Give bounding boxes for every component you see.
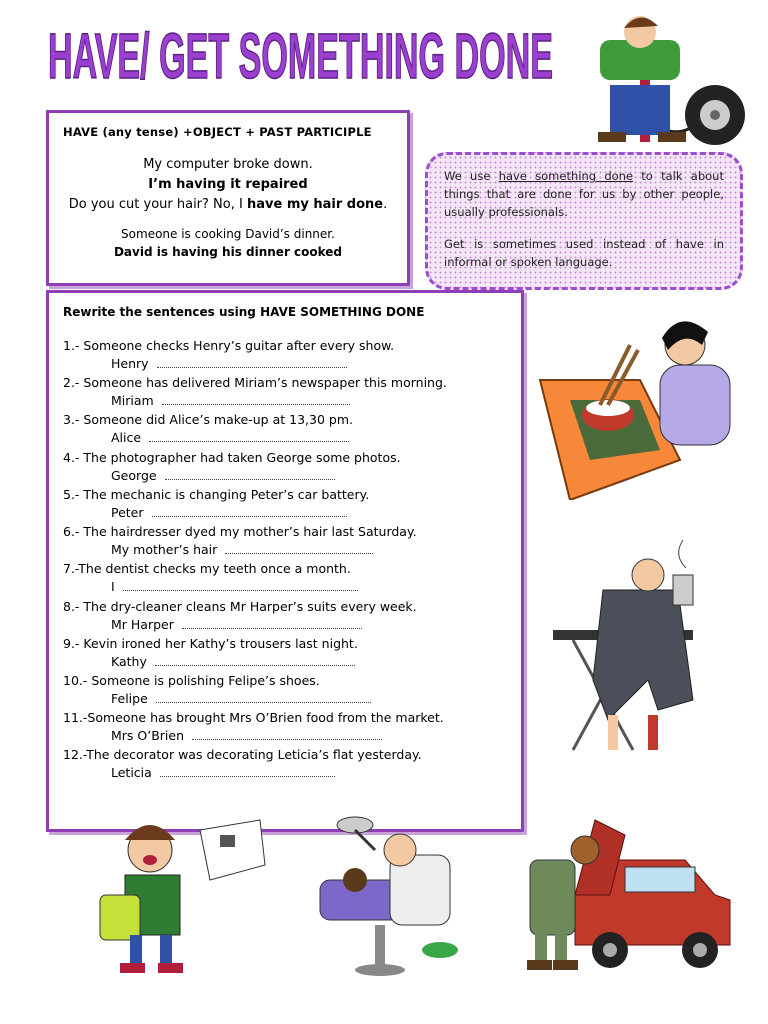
answer-line[interactable] (111, 542, 373, 557)
note-text-c: to talk about things that are done for us by other people, usually professionals. (444, 169, 724, 219)
answer-line[interactable] (111, 691, 371, 706)
answer-prompt: George (111, 468, 157, 483)
example-1: My computer broke down. (143, 157, 313, 172)
title-text: HAVE/ GET SOMETHING DONE (48, 20, 553, 90)
answer-prompt: My mother’s hair (111, 542, 218, 557)
answer-blank[interactable] (152, 506, 347, 517)
answer-prompt: Leticia (111, 765, 152, 780)
exercise-question: 9.- Kevin ironed her Kathy’s trousers last night. (63, 636, 358, 651)
answer-line[interactable] (111, 430, 349, 445)
answer-blank[interactable] (149, 431, 349, 442)
answer-blank[interactable] (156, 692, 371, 703)
answer-line[interactable] (111, 617, 362, 632)
answer-prompt: I (111, 579, 115, 594)
answer-prompt: Miriam (111, 393, 154, 408)
answer-blank[interactable] (157, 357, 347, 368)
exercise-question: 3.- Someone did Alice’s make-up at 13,30 pm. (63, 412, 353, 427)
answer-prompt: Alice (111, 430, 142, 445)
dentist-illustration (315, 810, 475, 985)
answer-line[interactable] (111, 393, 350, 408)
answer-blank[interactable] (155, 655, 355, 666)
answer-prompt: Mr Harper (111, 617, 174, 632)
answer-prompt: Felipe (111, 691, 148, 706)
example-5: David is having his dinner cooked (113, 245, 343, 259)
usage-note-para-2: Get is sometimes used instead of have in informal or spoken language. (444, 237, 724, 269)
note-underlined: have something done (498, 169, 634, 183)
answer-blank[interactable] (123, 580, 358, 591)
answer-line[interactable] (111, 765, 335, 780)
exercise-question: 2.- Someone has delivered Miriam’s newspaper this morning. (63, 375, 447, 390)
exercise-box (46, 290, 524, 832)
example-3 (49, 197, 407, 212)
answer-prompt: Henry (111, 356, 149, 371)
exercise-heading: Rewrite the sentences using HAVE SOMETHING DONE (63, 305, 425, 319)
grammar-rule-box (46, 110, 410, 286)
answer-blank[interactable] (182, 618, 362, 629)
exercise-question: 11.-Someone has brought Mrs O’Brien food from the market. (63, 710, 444, 725)
answer-blank[interactable] (160, 766, 335, 777)
cook-illustration (530, 310, 740, 500)
answer-line[interactable] (111, 505, 347, 520)
answer-line[interactable] (111, 356, 347, 371)
newspaper-boy-illustration (80, 805, 270, 985)
answer-prompt: Kathy (111, 654, 147, 669)
tyre-pump-illustration (580, 10, 750, 150)
example-3-start: Do you cut your hair? No, I (68, 197, 247, 212)
exercise-question: 10.- Someone is polishing Felipe’s shoes. (63, 673, 320, 688)
exercise-question: 8.- The dry-cleaner cleans Mr Harper’s suits every week. (63, 599, 417, 614)
answer-blank[interactable] (162, 394, 350, 405)
worksheet-title (44, 18, 564, 90)
ironing-man-illustration (548, 530, 748, 770)
exercise-question: 1.- Someone checks Henry’s guitar after every show. (63, 338, 395, 353)
answer-line[interactable] (111, 728, 382, 743)
answer-prompt: Mrs O’Brien (111, 728, 185, 743)
answer-prompt: Peter (111, 505, 144, 520)
example-3-end: . (383, 197, 388, 212)
exercise-question: 5.- The mechanic is changing Peter’s car battery. (63, 487, 370, 502)
answer-blank[interactable] (192, 729, 382, 740)
exercise-question: 4.- The photographer had taken George some photos. (63, 450, 401, 465)
exercise-question: 7.-The dentist checks my teeth once a month. (63, 561, 351, 576)
answer-line[interactable] (111, 654, 355, 669)
answer-line[interactable] (111, 579, 358, 594)
exercise-question: 12.-The decorator was decorating Leticia’s flat yesterday. (63, 747, 422, 762)
answer-blank[interactable] (225, 543, 373, 554)
answer-line[interactable] (111, 468, 335, 483)
usage-note (425, 152, 743, 290)
usage-note-para-1 (444, 167, 724, 221)
mechanic-car-illustration (515, 805, 735, 980)
example-2: I’m having it repaired (148, 177, 308, 192)
grammar-heading: HAVE (any tense) +OBJECT + PAST PARTICIPLE (63, 125, 372, 139)
note-text-a: We use (444, 169, 499, 183)
title-art (44, 18, 564, 90)
example-4: Someone is cooking David’s dinner. (121, 227, 335, 241)
example-3-bold: have my hair done (246, 197, 384, 212)
exercise-question: 6.- The hairdresser dyed my mother’s hair last Saturday. (63, 524, 417, 539)
answer-blank[interactable] (165, 469, 335, 480)
